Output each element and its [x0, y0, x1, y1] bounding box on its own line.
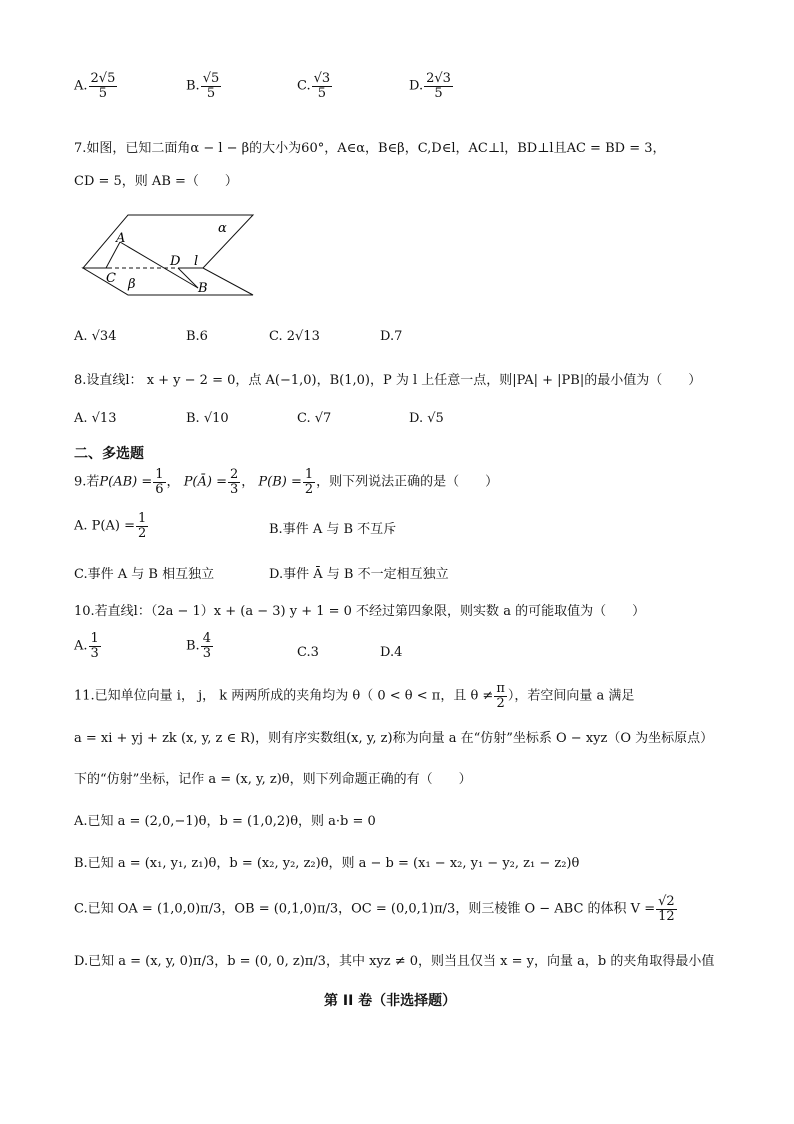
q9-option-a: A. P(A) = $\frac{1}{2}$ [74, 511, 147, 541]
q6-option-d: D. $\frac{2√3}{5}$ [409, 71, 451, 101]
q10-stem: 10.若直线l：（2a − 1）x + (a − 3) y + 1 = 0 不经过第四象限，则实数 a 的可能取值为（ ） [74, 604, 646, 619]
q11-stem-line3: 下的“仿射”坐标，记作 a = (x, y, z)θ，则下列命题正确的有（ ） [74, 772, 472, 787]
q9-option-b: B.事件 A 与 B 不互斥 [269, 522, 397, 537]
label-alpha: α [218, 221, 227, 236]
q8-option-a: A. √13 [74, 411, 117, 426]
q11-option-b: B.已知 a = (x₁, y₁, z₁)θ，b = (x₂, y₂, z₂)θ，则 a − b = (x₁ − x₂, y₁ − y₂, z₁ − z₂)θ [74, 856, 580, 871]
label-l: l [194, 254, 199, 269]
q8-option-c: C. √7 [297, 411, 332, 426]
q9-stem: 9.若P(AB) = $\frac{1}{6}$ ， P(Ā) = $\frac{2}{3}$ ， P(B) = $\frac{1}{2}$ ，则下列说法正确的是（ ） [74, 467, 499, 497]
q6-a-den: 5 [98, 85, 108, 101]
q11-option-a: A.已知 a = (2,0,−1)θ，b = (1,0,2)θ，则 a·b = 0 [74, 814, 376, 829]
q6-option-c: C. $\frac{√3}{5}$ [297, 71, 331, 101]
q11-option-d: D.已知 a = (x, y, 0)π/3，b = (0, 0, z)π/3，其中 xyz ≠ 0，则当且仅当 x = y，向量 a，b 的夹角取得最小值 [74, 954, 715, 969]
plane-alpha [83, 215, 253, 268]
section-heading-multiple-choice: 二、多选题 [74, 446, 144, 462]
q9-option-d: D.事件 Ā 与 B 不一定相互独立 [269, 567, 449, 582]
q11-stem-line1: 11.已知单位向量 i， j， k 两两所成的夹角均为 θ（ 0 < θ < π，且 θ ≠ $\frac{\pi}{2}$ ），若空间向量 a 满足 [74, 681, 635, 711]
q7-option-d: D.7 [380, 329, 403, 344]
q11-stem-line2: a = xi + yj + zk (x, y, z ∈ R)，则有序实数组(x, y, z)称为向量 a 在“仿射”坐标系 O − xyz（O 为坐标原点） [74, 731, 714, 746]
q7-option-c: C. 2√13 [269, 329, 320, 344]
q11-option-c: C.已知 OA = (1,0,0)π/3，OB = (0,1,0)π/3，OC = (0,0,1)π/3，则三棱锥 O − ABC 的体积 V = $\frac{√2}{12}$ [74, 894, 675, 924]
dihedral-figure [78, 210, 258, 300]
q9-option-c: C.事件 A 与 B 相互独立 [74, 567, 215, 582]
q8-option-b: B. √10 [186, 411, 229, 426]
label-D: D [170, 254, 181, 269]
q10-option-a: A. $\frac{1}{3}$ [74, 631, 99, 661]
label-beta: β [128, 277, 136, 292]
label-B: B [198, 281, 208, 296]
q10-option-d: D.4 [380, 645, 403, 660]
q6-option-b: B. $\frac{√5}{5}$ [186, 71, 220, 101]
q8-stem: 8.设直线l： x + y − 2 = 0，点 A(−1,0)，B(1,0)，P 为 l 上任意一点，则|PA| + |PB|的最小值为（ ） [74, 373, 702, 388]
q7-option-b: B.6 [186, 329, 208, 344]
q7-option-a: A. √34 [74, 329, 117, 344]
q10-option-b: B. $\frac{4}{3}$ [186, 631, 211, 661]
q10-option-c: C.3 [297, 645, 319, 660]
label-C: C [106, 271, 116, 286]
part-two-heading: 第 II 卷（非选择题） [324, 993, 457, 1009]
q8-option-d: D. √5 [409, 411, 444, 426]
q7-stem-line2: CD = 5，则 AB =（ ） [74, 174, 238, 189]
label-A: A [116, 231, 126, 246]
q7-stem-line1: 7.如图，已知二面角α − l − β的大小为60°，A∈α，B∈β，C,D∈l，AC⊥l，BD⊥l且AC = BD = 3， [74, 141, 666, 156]
q6-a-num: 2√5 [90, 71, 116, 86]
q6-option-a: A. $\frac{2√5}{5}$ [74, 71, 116, 101]
